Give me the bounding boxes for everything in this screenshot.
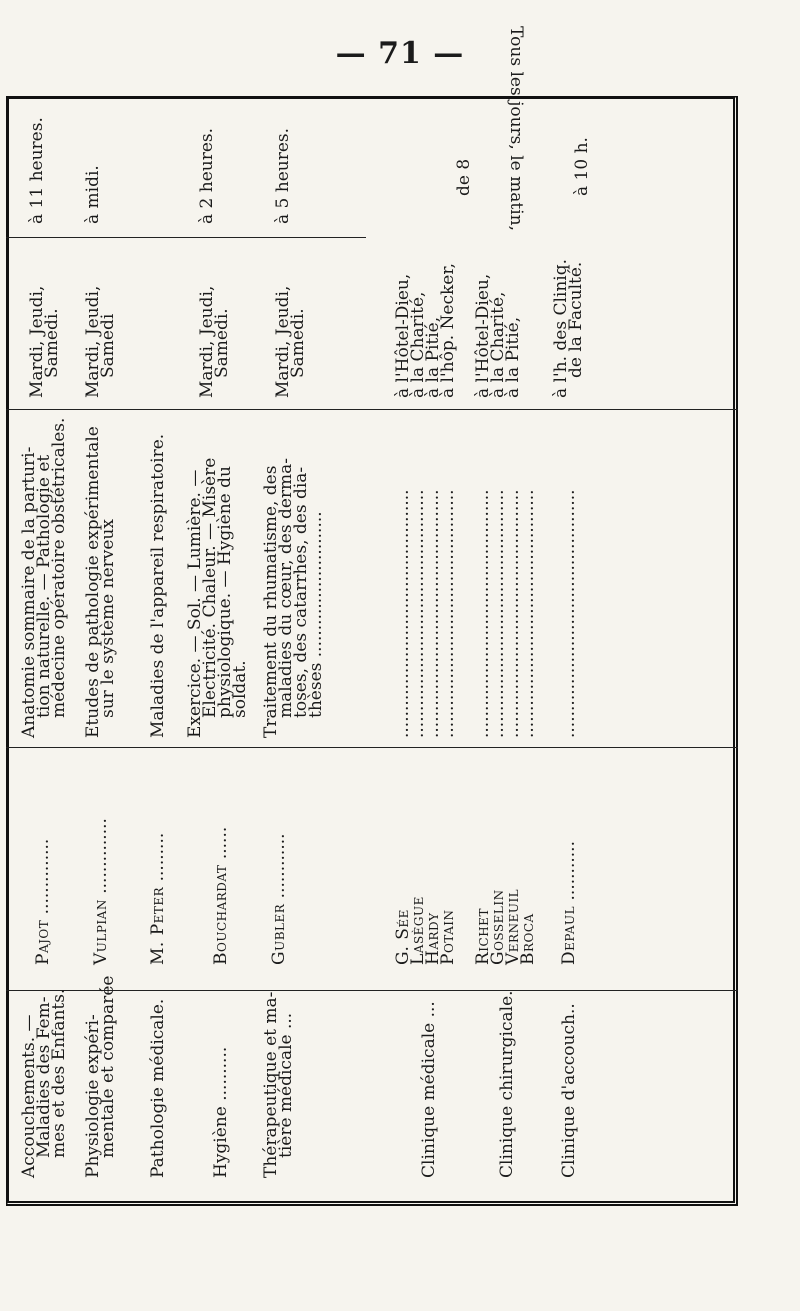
description-cell: .............................................. .............................................. .............................................. .............................................. [393, 489, 458, 738]
schedule-end: à 10 h. [572, 137, 592, 196]
professor-cell: Richet Gosselin Verneuil Broca [473, 888, 538, 965]
hour-cell: à 11 heures. [27, 117, 47, 224]
professor-cell: Depaul ........... [559, 841, 579, 965]
professor-cell: Vulpian .............. [91, 818, 111, 965]
subject-cell: Thérapeutique et ma- tière médicale ... [261, 991, 296, 1178]
subject-cell: Accouchements. — Maladies des Fem- mes et des Enfants. [19, 988, 69, 1178]
description-cell: Exercice. — Sol. — Lumière. — Electricité. Chaleur. — Misère physiologique. — Hygiène du soldat. [185, 457, 250, 738]
description-cell: Traitement du rhumatisme, des maladies du cœur, des derma- toses, des catarrhes, des dia- thèses ........................... [261, 457, 326, 738]
description-cell: .............................................. [559, 489, 579, 738]
days-cell: à l'h. des Cliniq. de la Faculté. [551, 258, 586, 398]
days-cell: Mardi, Jeudi, Samedi [83, 285, 118, 398]
days-cell: Mardi, Jeudi, Samedi. [273, 285, 308, 398]
days-cell: Mardi, Jeudi, Samedi. [27, 285, 62, 398]
description-cell: Maladies de l'appareil respiratoire. [148, 433, 168, 738]
professor-cell: G. Sée Lasègue Hardy Potain [393, 896, 458, 965]
subject-cell: Hygiène .......... [211, 1046, 231, 1178]
professor-cell: Bouchardat ...... [211, 826, 231, 965]
description-cell: Anatomie sommaire de la parturi- tion naturelle. — Pathologie et médecine opératoire obstétricales. [19, 417, 69, 738]
description-cell: Etudes de pathologie expérimentale sur le système nerveux [83, 426, 118, 738]
hour-cell: à 2 heures. [197, 127, 217, 224]
days-cell: Mardi, Jeudi, Samedi. [197, 285, 232, 398]
description-cell: .............................................. .............................................. .............................................. .............................................. [473, 489, 538, 738]
hour-cell: à 5 heures. [273, 127, 293, 224]
professor-cell: M. Peter ......... [148, 832, 168, 965]
schedule-start: de 8 [454, 158, 474, 196]
subject-cell: Clinique médicale ... [419, 1001, 439, 1178]
subject-cell: Pathologie médicale. [148, 998, 168, 1178]
subject-cell: Physiologie expéri- mentale et comparée [83, 975, 118, 1178]
page-number: — 71 — [335, 36, 465, 71]
every-day-note: Tous les jours, le matin, [506, 26, 526, 231]
professor-cell: Pajot .............. [33, 838, 53, 965]
professor-cell: Gubler ............ [269, 833, 289, 965]
subject-cell: Clinique chirurgicale. [497, 990, 517, 1178]
subject-cell: Clinique d'accouch.. [559, 1003, 579, 1178]
days-cell: à l'Hôtel-Dieu, à la Charité, à la Pitié, [473, 273, 523, 398]
days-cell: à l'Hôtel-Dieu, à la Charité, à la Pitié, à l'hôp. Necker, [393, 262, 458, 398]
column-divider [6, 237, 366, 238]
hour-cell: à midi. [83, 165, 103, 224]
